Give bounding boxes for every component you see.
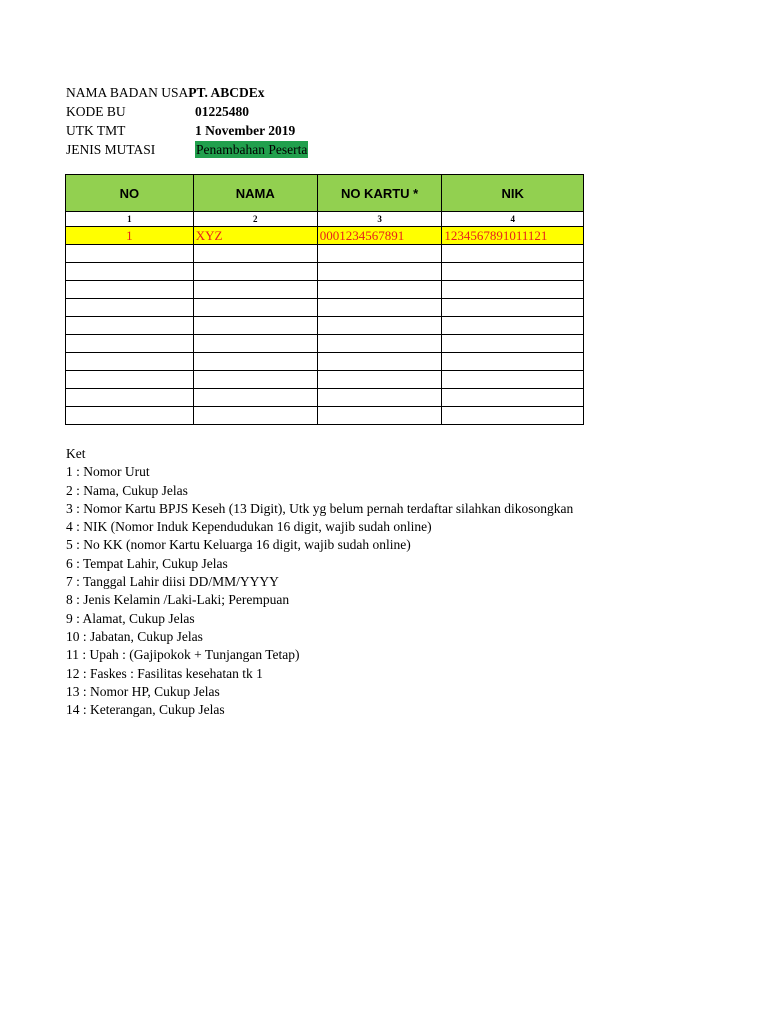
empty-cell[interactable] <box>317 371 442 389</box>
empty-cell[interactable] <box>66 245 194 263</box>
empty-cell[interactable] <box>66 335 194 353</box>
empty-cell[interactable] <box>66 407 194 425</box>
empty-cell[interactable] <box>442 281 584 299</box>
keterangan-item: 12 : Faskes : Fasilitas kesehatan tk 1 <box>66 665 263 681</box>
label-jenis-mutasi: JENIS MUTASI <box>66 142 156 157</box>
empty-cell[interactable] <box>317 281 442 299</box>
empty-cell[interactable] <box>442 407 584 425</box>
row-nama-badan-usaha <box>66 83 265 102</box>
empty-cell[interactable] <box>317 389 442 407</box>
keterangan-item: 7 : Tanggal Lahir diisi DD/MM/YYYY <box>66 574 279 590</box>
empty-cell[interactable] <box>317 335 442 353</box>
table-row-empty <box>66 245 584 263</box>
cell-no[interactable]: 1 <box>66 227 194 245</box>
empty-cell[interactable] <box>66 371 194 389</box>
value-nama-badan-usaha: PT. ABCDEx <box>188 85 265 100</box>
keterangan-item: 1 : Nomor Urut <box>66 464 150 480</box>
table-row-empty <box>66 263 584 281</box>
keterangan-section <box>66 445 584 719</box>
row-utk-tmt <box>66 121 296 140</box>
table-row-empty <box>66 353 584 371</box>
keterangan-item: 3 : Nomor Kartu BPJS Keseh (13 Digit), Utk yg belum pernah terdaftar silahkan dikosongkan <box>66 500 574 516</box>
keterangan-item: 2 : Nama, Cukup Jelas <box>66 482 188 498</box>
keterangan-item: 6 : Tempat Lahir, Cukup Jelas <box>66 555 228 571</box>
column-header-no-kartu: NO KARTU * <box>317 175 442 212</box>
keterangan-item: 11 : Upah : (Gajipokok + Tunjangan Tetap) <box>66 647 300 663</box>
row-kode-bu <box>66 102 265 121</box>
empty-cell[interactable] <box>193 335 317 353</box>
column-number-row <box>66 212 584 227</box>
empty-cell[interactable] <box>193 299 317 317</box>
column-number: 2 <box>193 212 317 227</box>
empty-cell[interactable] <box>193 407 317 425</box>
label-kode-bu: KODE BU <box>66 104 126 119</box>
empty-cell[interactable] <box>66 317 194 335</box>
table-row <box>66 227 584 245</box>
empty-cell[interactable] <box>193 281 317 299</box>
empty-cell[interactable] <box>66 299 194 317</box>
empty-cell[interactable] <box>317 317 442 335</box>
empty-cell[interactable] <box>193 389 317 407</box>
empty-cell[interactable] <box>317 407 442 425</box>
column-header-no: NO <box>66 175 194 212</box>
keterangan-item: 10 : Jabatan, Cukup Jelas <box>66 628 203 644</box>
table-row-empty <box>66 389 584 407</box>
empty-cell[interactable] <box>193 245 317 263</box>
keterangan-item: 13 : Nomor HP, Cukup Jelas <box>66 683 220 699</box>
empty-cell[interactable] <box>193 317 317 335</box>
column-number: 3 <box>317 212 442 227</box>
table-row-empty <box>66 281 584 299</box>
empty-cell[interactable] <box>442 245 584 263</box>
keterangan-item: 5 : No KK (nomor Kartu Keluarga 16 digit, wajib sudah online) <box>66 537 411 553</box>
row-jenis-mutasi <box>66 140 308 159</box>
empty-cell[interactable] <box>317 245 442 263</box>
column-header-nama: NAMA <box>193 175 317 212</box>
empty-cell[interactable] <box>317 299 442 317</box>
empty-cell[interactable] <box>317 353 442 371</box>
cell-nama[interactable]: XYZ <box>193 227 317 245</box>
empty-cell[interactable] <box>66 389 194 407</box>
keterangan-item: 4 : NIK (Nomor Induk Kependudukan 16 digit, wajib sudah online) <box>66 519 432 535</box>
keterangan-item: 8 : Jenis Kelamin /Laki-Laki; Perempuan <box>66 592 290 608</box>
value-kode-bu: 01225480 <box>195 104 249 119</box>
column-number: 1 <box>66 212 194 227</box>
empty-cell[interactable] <box>442 263 584 281</box>
column-number: 4 <box>442 212 584 227</box>
table-row-empty <box>66 407 584 425</box>
empty-cell[interactable] <box>442 353 584 371</box>
empty-cell[interactable] <box>66 353 194 371</box>
empty-cell[interactable] <box>193 371 317 389</box>
table-row-empty <box>66 371 584 389</box>
cell-nik[interactable]: 1234567891011121 <box>442 227 584 245</box>
empty-cell[interactable] <box>193 353 317 371</box>
empty-cell[interactable] <box>442 371 584 389</box>
empty-cell[interactable] <box>193 263 317 281</box>
keterangan-title: Ket <box>66 446 86 461</box>
empty-cell[interactable] <box>66 263 194 281</box>
table-header-row <box>66 175 584 212</box>
label-utk-tmt: UTK TMT <box>66 123 126 138</box>
empty-cell[interactable] <box>66 281 194 299</box>
empty-cell[interactable] <box>442 299 584 317</box>
peserta-table <box>65 174 584 425</box>
table-row-empty <box>66 317 584 335</box>
empty-cell[interactable] <box>442 389 584 407</box>
header-info <box>66 83 308 159</box>
empty-cell[interactable] <box>317 263 442 281</box>
table-row-empty <box>66 299 584 317</box>
keterangan-item: 9 : Alamat, Cukup Jelas <box>66 610 195 626</box>
keterangan-item: 14 : Keterangan, Cukup Jelas <box>66 702 225 718</box>
value-jenis-mutasi: Penambahan Peserta <box>196 142 308 157</box>
empty-cell[interactable] <box>442 317 584 335</box>
value-utk-tmt: 1 November 2019 <box>195 123 296 138</box>
cell-no-kartu[interactable]: 0001234567891 <box>317 227 442 245</box>
column-header-nik: NIK <box>442 175 584 212</box>
label-nama-badan-usaha: NAMA BADAN USA <box>66 85 189 100</box>
table-row-empty <box>66 335 584 353</box>
empty-cell[interactable] <box>442 335 584 353</box>
